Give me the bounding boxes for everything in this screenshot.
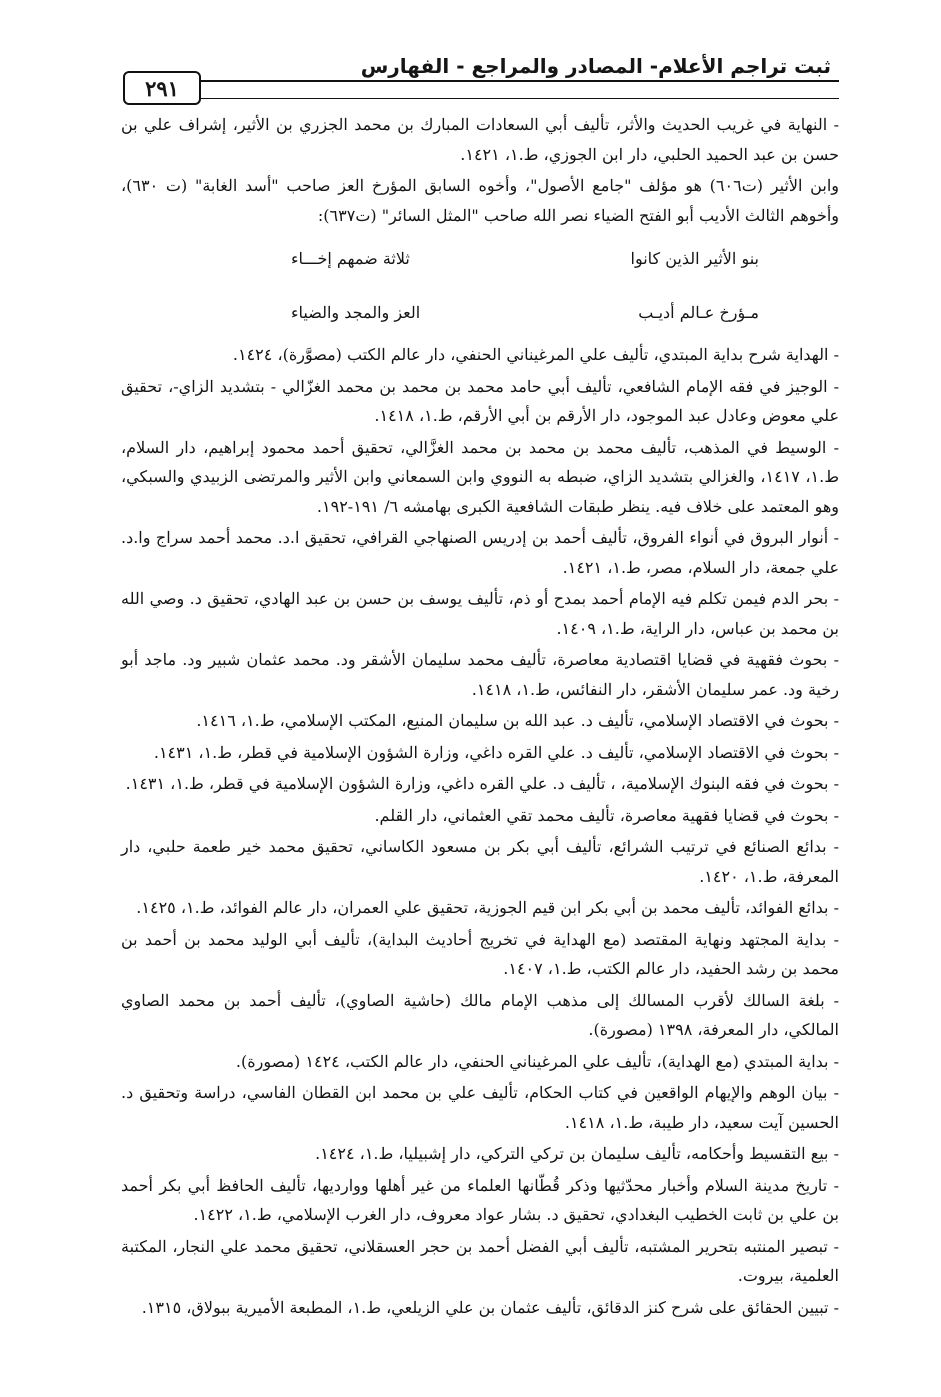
bibliography-entry: - بحوث في الاقتصاد الإسلامي، تأليف د. عبد الله بن سليمان المنيع، المكتب الإسلامي، ط.١، ١٤١٦. — [196, 711, 839, 730]
bibliography-entry: - بيان الوهم والإيهام الواقعين في كتاب الحكام، تأليف علي بن محمد ابن القطان الفاسي، دراسة وتحقيق د. الحسين آيت سعيد، دار طيبة، ط.١، ١٤١٨. — [121, 1083, 839, 1132]
bibliography-entry: - بحوث في قضايا فقهية معاصرة، تأليف محمد تقي العثماني، دار القلم. — [374, 805, 839, 825]
bibliography-entry: - بداية المبتدي (مع الهداية)، تأليف علي المرغيناني الحنفي، دار عالم الكتب، ١٤٢٤ (مصورة). — [235, 1051, 839, 1071]
running-header-title: ثبت تراجم الأعلام- المصادر والمراجع - الفهارس — [360, 54, 831, 78]
bibliography-entry: - بحوث في فقه البنوك الإسلامية، ، تأليف د. علي القره داغي، وزارة الشؤون الإسلامية في قطر، ط.١، ١٤٣١. — [125, 774, 839, 793]
bibliography-entry: - الهداية شرح بداية المبتدي، تأليف علي المرغيناني الحنفي، دار عالم الكتب (مصوَّرة)، ١٤٢٤. — [232, 345, 839, 364]
bibliography-entry: - بداية المجتهد ونهاية المقتصد (مع الهداية في تخريج أحاديث البداية)، تأليف أبي الوليد محمد بن أحمد بن محمد بن رشد الحفيد، دار عالم الكتب، ط.١، ١٤٠٧. — [121, 929, 840, 978]
verse-second-hemistich: ثلاثة ضمهم إخـــاء — [291, 249, 410, 269]
bibliography-entry: - تاريخ مدينة السلام وأخبار محدّثيها وذكر قُطّانها العلماء من غير أهلها ووارديها، تأليف الحافظ أبي بكر أحمد بن علي بن ثابت الخطيب البغدادي، تحقيق د. بشار عواد معروف، دار الغرب الإسلامي، ط.١، ١٤٢٢. — [121, 1175, 839, 1224]
page-number: ٢٩١ — [123, 71, 201, 105]
bibliography-entry: - بحوث فقهية في قضايا اقتصادية معاصرة، تأليف محمد سليمان الأشقر ود. محمد عثمان شبير ود. ماجد أبو رخية ود. عمر سليمان الأشقر، دار النفائس، ط.١، ١٤١٨. — [121, 650, 839, 699]
verse-first-hemistich: مـؤرخ عـالم أديـب — [638, 303, 759, 323]
header-rule — [197, 80, 839, 82]
bibliography-entry: - الوجيز في فقه الإمام الشافعي، تأليف أبي حامد محمد بن محمد بن محمد الغزّالي - بتشديد الزاي-، تحقيق علي معوض وعادل عبد الموجود، دار الأرقم بن أبي الأرقم، ط.١، ١٤١٨. — [121, 376, 839, 425]
bibliography-entry: - تبيين الحقائق على شرح كنز الدقائق، تأليف عثمان بن علي الزيلعي، ط.١، المطبعة الأميرية ببولاق، ١٣١٥. — [141, 1297, 839, 1317]
bibliography-entry: - أنوار البروق في أنواء الفروق، تأليف أحمد بن إدريس الصنهاجي القرافي، تحقيق ا.د. محمد أحمد سراج وا.د. علي جمعة، دار السلام، مصر، ط.١، ١٤٢١. — [121, 528, 839, 577]
bibliography-list — [121, 110, 839, 1324]
bibliography-entry: - النهاية في غريب الحديث والأثر، تأليف أبي السعادات المبارك بن محمد الجزري بن الأثير، إشراف علي بن حسن بن عبد الحميد الحلبي، دار ابن الجوزي، ط.١، ١٤٢١. — [121, 115, 839, 164]
header-rule-thin — [123, 98, 839, 99]
bibliography-entry: - بلغة السالك لأقرب المسالك إلى مذهب الإمام مالك (حاشية الصاوي)، تأليف أحمد بن محمد الصاوي المالكي، دار المعرفة، ١٣٩٨ (مصورة). — [121, 990, 840, 1039]
verse-first-hemistich: بنو الأثير الذين كانوا — [630, 249, 759, 269]
bibliography-entry: - بدائع الفوائد، تأليف محمد بن أبي بكر ابن قيم الجوزية، تحقيق علي العمران، دار عالم الفوائد، ط.١، ١٤٢٥. — [136, 898, 839, 917]
poem-verse — [121, 232, 839, 286]
bibliography-entry: - بحر الدم فيمن تكلم فيه الإمام أحمد بمدح أو ذم، تأليف يوسف بن حسن بن عبد الهادي، تحقيق د. وصي الله بن محمد بن عباس، دار الراية، ط.١، ١٤٠٩. — [121, 589, 839, 638]
bibliography-entry: - بيع التقسيط وأحكامه، تأليف سليمان بن تركي التركي، دار إشبيليا، ط.١، ١٤٢٤. — [315, 1144, 839, 1163]
bibliography-entry: - بحوث في الاقتصاد الإسلامي، تأليف د. علي القره داغي، وزارة الشؤون الإسلامية في قطر، ط.١، ١٤٣١. — [153, 742, 839, 762]
note-paragraph: وابن الأثير (ت٦٠٦) هو مؤلف "جامع الأصول"، وأخوه السابق المؤرخ العز صاحب "أسد الغابة" (ت ٦٣٠)، وأخوهم الثالث الأديب أبو الفتح الضياء نصر الله صاحب "المثل السائر" (ت٦٣٧): — [121, 176, 839, 225]
bibliography-entry: - تبصير المنتبه بتحرير المشتبه، تأليف أبي الفضل أحمد بن حجر العسقلاني، تحقيق محمد علي النجار، المكتبة العلمية، بيروت. — [121, 1236, 839, 1285]
poem-verse — [121, 286, 839, 340]
verse-second-hemistich: العز والمجد والضياء — [291, 303, 421, 323]
bibliography-entry: - الوسيط في المذهب، تأليف محمد بن محمد بن محمد الغزَّالي، تحقيق أحمد محمود إبراهيم، دار السلام، ط.١، ١٤١٧، والغزالي بتشديد الزاي، ضبطه به النووي وابن السمعاني وابن الأثير والمرتضى الزبيدي والسبكي، وهو المعتمد على خلاف فيه. ينظر طبقات الشافعية الكبرى بهامشه ٦/ ١٩١-١٩٢. — [121, 437, 840, 516]
bibliography-entry: - بدائع الصنائع في ترتيب الشرائع، تأليف أبي بكر بن مسعود الكاساني، تحقيق محمد خير طعمة حلبي، دار المعرفة، ط.١، ١٤٢٠. — [121, 837, 839, 886]
